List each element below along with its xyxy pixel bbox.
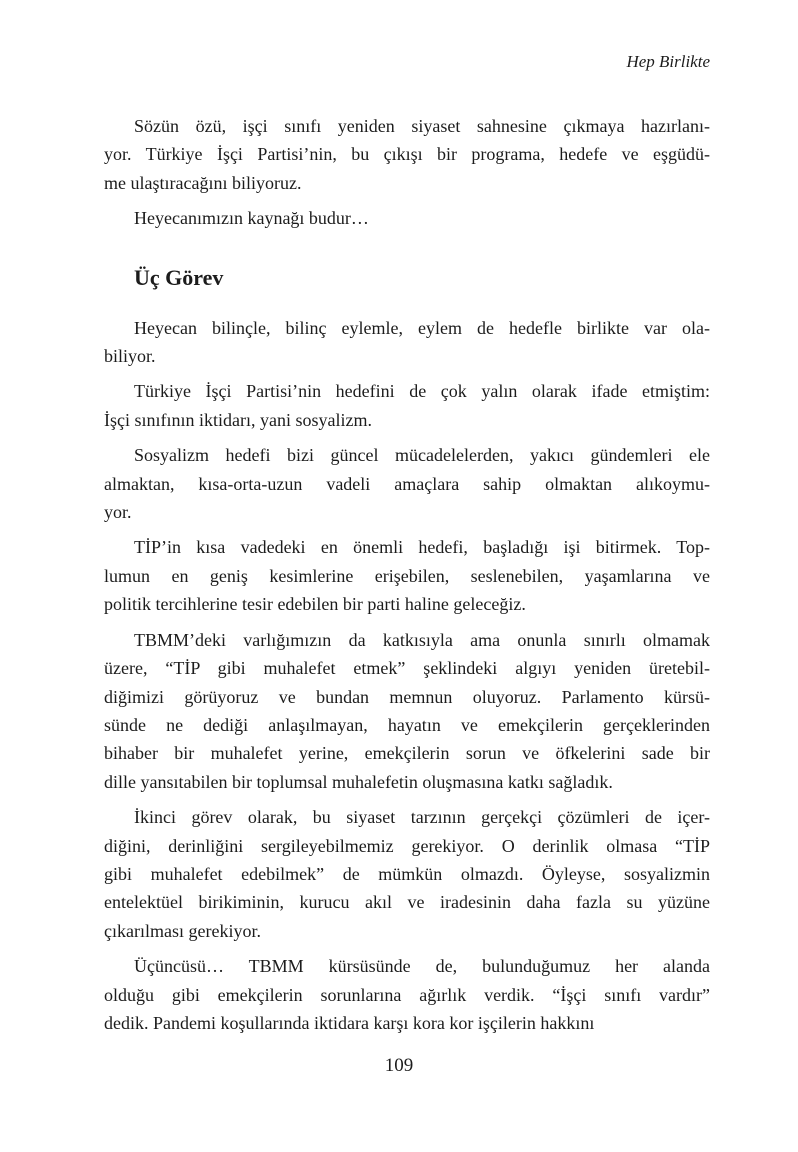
text-line: me ulaştıracağını biliyoruz. [104,172,302,193]
text-line: TİP’in kısa vadedeki en önemli hedefi, başladığı işi bitirmek. Top- [134,537,710,558]
text-line: diğimizi görüyoruz ve bundan memnun oluyoruz. Parlamento kürsü- [104,686,710,707]
paragraph [104,377,710,434]
text-line: İkinci görev olarak, bu siyaset tarzının gerçekçi çözümleri de içer- [134,807,710,828]
paragraph [104,314,710,371]
page-body [104,112,710,1037]
text-line: yor. Türkiye İşçi Partisi’nin, bu çıkışı bir programa, hedefe ve eşgüdü- [104,144,710,165]
page-number: 109 [384,1055,414,1076]
text-line: TBMM’deki varlığımızın da katkısıyla ama onunla sınırlı olmamak [134,629,710,650]
paragraph [104,626,710,796]
text-line: almaktan, kısa-orta-uzun vadeli amaçlara sahip olmaktan alıkoymu- [104,473,710,494]
text-line: Heyecan bilinçle, bilinç eylemle, eylem de hedefle birlikte var ola- [134,317,710,338]
text-line: dille yansıtabilen bir toplumsal muhalefetin oluşmasına katkı sağladık. [104,771,613,792]
text-line: üzere, “TİP gibi muhalefet etmek” şeklindeki algıyı yeniden üretebil- [104,658,710,679]
text-line: Heyecanımızın kaynağı budur… [134,208,369,229]
text-line: politik tercihlerine tesir edebilen bir parti haline geleceğiz. [104,594,526,615]
text-line: lumun en geniş kesimlerine erişebilen, seslenebilen, yaşamlarına ve [104,565,710,586]
text-line: dedik. Pandemi koşullarında iktidara karşı kora kor işçilerin hakkını [104,1012,595,1033]
text-line: Üçüncüsü… TBMM kürsüsünde de, bulunduğumuz her alanda [134,956,710,977]
section-heading: Üç Görev [134,264,224,290]
paragraph [104,204,710,232]
text-line: Sözün özü, işçi sınıfı yeniden siyaset sahnesine çıkmaya hazırlanı- [134,116,710,136]
paragraph [104,952,710,1037]
text-area [104,52,710,1044]
running-header: Hep Birlikte [626,52,710,71]
text-line: İşçi sınıfının iktidarı, yani sosyalizm. [104,409,372,430]
text-line: çıkarılması gerekiyor. [104,920,261,941]
text-line: olduğu gibi emekçilerin sorunlarına ağırlık verdik. “İşçi sınıfı vardır” [104,984,710,1005]
text-line: bihaber bir muhalefet yerine, emekçilerin sorun ve öfkelerini sade bir [104,743,710,764]
paragraph [104,803,710,945]
paragraph [104,533,710,618]
text-line: sünde ne dediği anlaşılmayan, hayatın ve emekçilerin gerçeklerinden [104,714,710,735]
text-line: diğini, derinliğini sergileyebilmemiz gerekiyor. O derinlik olmasa “TİP [104,835,710,856]
text-line: yor. [104,502,132,523]
text-line: biliyor. [104,346,156,367]
paragraph [104,112,710,197]
paragraph [104,441,710,526]
text-line: Sosyalizm hedefi bizi güncel mücadelelerden, yakıcı gündemleri ele [134,445,710,466]
text-line: Türkiye İşçi Partisi’nin hedefini de çok yalın olarak ifade etmiştim: [134,381,710,402]
text-line: entelektüel birikiminin, kurucu akıl ve iradesinin daha fazla su yüzüne [104,892,710,913]
text-line: gibi muhalefet edebilmek” de mümkün olmazdı. Öyleyse, sosyalizmin [104,863,710,884]
